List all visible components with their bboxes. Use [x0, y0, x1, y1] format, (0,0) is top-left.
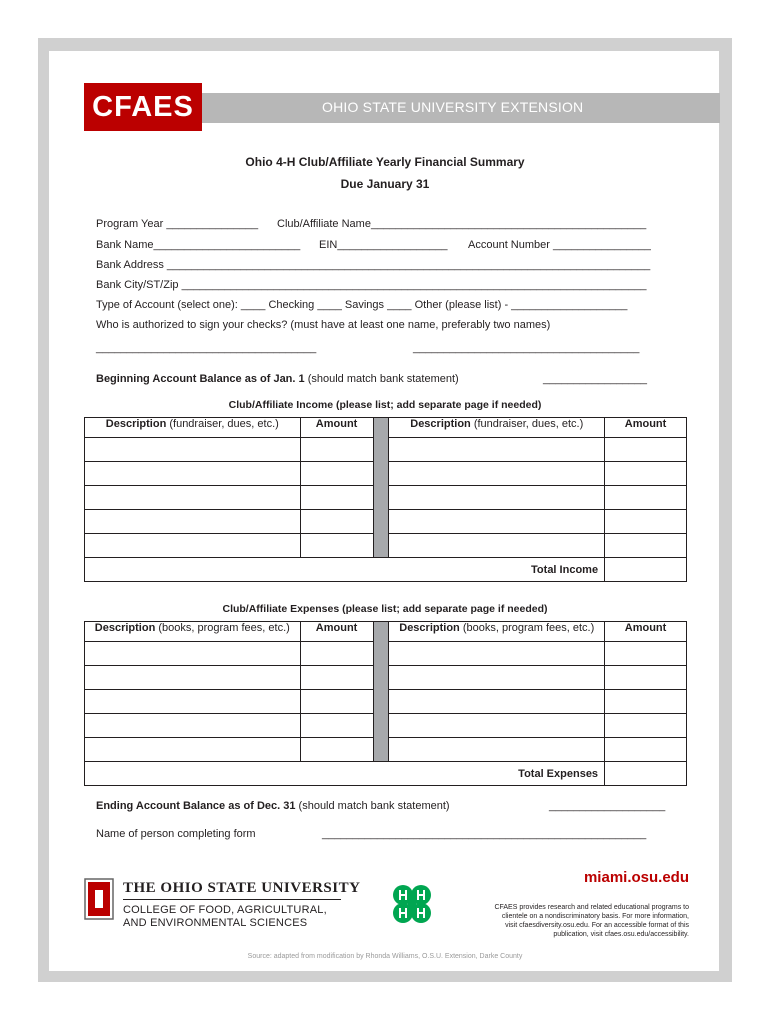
- income-title: Club/Affiliate Income (please list; add separate page if needed): [228, 399, 542, 411]
- income-total-row: [85, 558, 687, 582]
- cfaes-logo: CFAES: [84, 83, 202, 131]
- account-type-field[interactable]: Type of Account (select one): ____ Checking ____ Savings ____ Other (please list) - ___________________: [96, 299, 628, 311]
- signer-line-2[interactable]: _____________________________________: [413, 342, 640, 354]
- disclaimer-line-4: publication, visit cfaes.osu.edu/accessibility.: [553, 931, 689, 938]
- preparer-line[interactable]: _____________________________________________________: [322, 828, 647, 840]
- expense-amount-cell[interactable]: [300, 642, 373, 666]
- income-amount-cell[interactable]: [605, 510, 687, 534]
- income-desc-cell[interactable]: [389, 534, 605, 558]
- income-amount-cell[interactable]: [300, 438, 373, 462]
- income-amount-cell[interactable]: [300, 534, 373, 558]
- beginning-balance-bold: Beginning Account Balance as of Jan. 1: [96, 373, 305, 385]
- income-desc-cell[interactable]: [85, 438, 301, 462]
- authorized-signers-label: Who is authorized to sign your checks? (must have at least one name, preferably two names): [96, 319, 551, 331]
- ending-balance-line[interactable]: ___________________: [549, 800, 666, 812]
- expense-desc-cell[interactable]: [389, 714, 605, 738]
- income-desc-cell[interactable]: [389, 486, 605, 510]
- income-amount-header: Amount: [300, 418, 373, 438]
- disclaimer-line-3: visit cfaesdiversity.osu.edu. For an accessible format of this: [505, 922, 689, 929]
- college-line-1: COLLEGE OF FOOD, AGRICULTURAL,: [123, 904, 327, 916]
- program-year-field[interactable]: Program Year _______________: [96, 218, 259, 230]
- source-note: Source: adapted from modification by Rhonda Williams, O.S.U. Extension, Darke County: [247, 953, 523, 960]
- expense-desc-cell[interactable]: [389, 690, 605, 714]
- beginning-balance-line[interactable]: _________________: [543, 373, 648, 385]
- expenses-header-row: [85, 622, 687, 642]
- income-desc-cell[interactable]: [85, 534, 301, 558]
- income-desc-cell[interactable]: [389, 510, 605, 534]
- ein-field[interactable]: EIN__________________: [319, 239, 448, 251]
- beginning-balance-note: (should match bank statement): [304, 373, 459, 385]
- expense-desc-cell[interactable]: [85, 690, 301, 714]
- bank-name-field[interactable]: Bank Name________________________: [96, 239, 301, 251]
- account-number-field[interactable]: Account Number ________________: [468, 239, 651, 251]
- expense-amount-cell[interactable]: [300, 666, 373, 690]
- income-desc-cell[interactable]: [85, 486, 301, 510]
- expenses-title: Club/Affiliate Expenses (please list; add separate page if needed): [222, 603, 548, 615]
- expense-desc-cell[interactable]: [85, 642, 301, 666]
- income-amount-cell[interactable]: [605, 462, 687, 486]
- ending-balance-bold: Ending Account Balance as of Dec. 31: [96, 800, 296, 812]
- expense-amount-cell[interactable]: [300, 738, 373, 762]
- expenses-amount-header: Amount: [300, 622, 373, 642]
- income-divider: [373, 418, 389, 558]
- income-desc-header: Description (fundraiser, dues, etc.): [389, 418, 605, 438]
- income-amount-cell[interactable]: [300, 510, 373, 534]
- expense-amount-cell[interactable]: [605, 714, 687, 738]
- income-table: [84, 417, 687, 582]
- due-date: Due January 31: [340, 177, 430, 191]
- expenses-desc-header: Description (books, program fees, etc.): [85, 622, 301, 642]
- expenses-table: [84, 621, 687, 786]
- income-desc-cell[interactable]: [85, 510, 301, 534]
- block-o-icon: [84, 878, 114, 920]
- expense-desc-cell[interactable]: [389, 738, 605, 762]
- expense-amount-cell[interactable]: [605, 642, 687, 666]
- ending-balance-note: (should match bank statement): [295, 800, 450, 812]
- disclaimer-line-1: CFAES provides research and related educational programs to: [494, 904, 689, 911]
- income-amount-header: Amount: [605, 418, 687, 438]
- expenses-desc-header: Description (books, program fees, etc.): [389, 622, 605, 642]
- expense-amount-cell[interactable]: [605, 666, 687, 690]
- osu-wordmark: THE OHIO STATE UNIVERSITY: [123, 880, 361, 896]
- expense-desc-cell[interactable]: [85, 666, 301, 690]
- expense-amount-cell[interactable]: [605, 690, 687, 714]
- disclaimer-line-2: clientele on a nondiscriminatory basis. For more information,: [501, 913, 689, 920]
- bank-city-field[interactable]: Bank City/ST/Zip ____________________________________________________________________________: [96, 279, 647, 291]
- banner-text: OHIO STATE UNIVERSITY EXTENSION: [322, 99, 584, 115]
- ending-balance-label: [96, 800, 450, 812]
- disclaimer: [469, 903, 689, 939]
- signer-line-1[interactable]: ____________________________________: [96, 342, 317, 354]
- college-name: [123, 904, 327, 930]
- income-desc-cell[interactable]: [389, 462, 605, 486]
- income-desc-cell[interactable]: [85, 462, 301, 486]
- total-income-cell[interactable]: [605, 558, 687, 582]
- bank-address-field[interactable]: Bank Address _______________________________________________________________________________: [96, 259, 651, 271]
- expense-amount-cell[interactable]: [300, 714, 373, 738]
- expense-amount-cell[interactable]: [300, 690, 373, 714]
- expense-desc-cell[interactable]: [389, 642, 605, 666]
- total-expenses-cell[interactable]: [605, 762, 687, 786]
- total-income-label: Total Income: [85, 558, 605, 582]
- wordmark-divider: [123, 899, 341, 900]
- income-amount-cell[interactable]: [605, 438, 687, 462]
- website-link[interactable]: miami.osu.edu: [583, 869, 689, 886]
- club-name-field[interactable]: Club/Affiliate Name_____________________________________________: [277, 218, 647, 230]
- income-amount-cell[interactable]: [300, 462, 373, 486]
- income-amount-cell[interactable]: [605, 534, 687, 558]
- form-title: Ohio 4-H Club/Affiliate Yearly Financial Summary: [245, 155, 525, 169]
- college-line-2: AND ENVIRONMENTAL SCIENCES: [123, 917, 308, 929]
- income-desc-cell[interactable]: [389, 438, 605, 462]
- expense-desc-cell[interactable]: [389, 666, 605, 690]
- 4h-clover-icon: [388, 881, 436, 929]
- income-header-row: [85, 418, 687, 438]
- income-amount-cell[interactable]: [300, 486, 373, 510]
- income-desc-header: Description (fundraiser, dues, etc.): [85, 418, 301, 438]
- expense-desc-cell[interactable]: [85, 714, 301, 738]
- beginning-balance-label: [96, 373, 459, 385]
- expenses-amount-header: Amount: [605, 622, 687, 642]
- income-amount-cell[interactable]: [605, 486, 687, 510]
- expense-desc-cell[interactable]: [85, 738, 301, 762]
- preparer-label: Name of person completing form: [96, 828, 256, 840]
- total-expenses-label: Total Expenses: [85, 762, 605, 786]
- expenses-divider: [373, 622, 389, 762]
- expense-amount-cell[interactable]: [605, 738, 687, 762]
- expenses-total-row: [85, 762, 687, 786]
